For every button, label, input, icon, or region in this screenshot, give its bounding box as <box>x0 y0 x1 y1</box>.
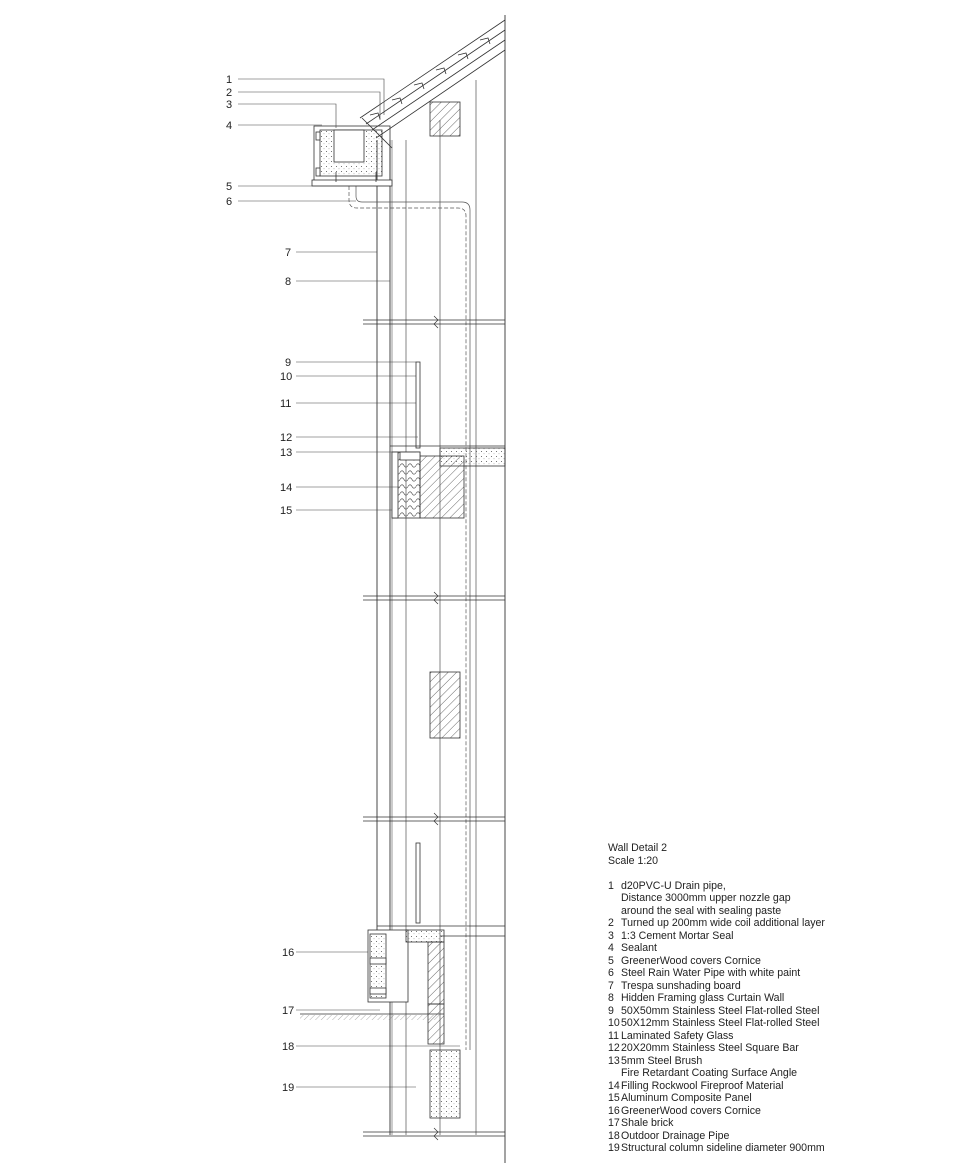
structural-column <box>430 1050 460 1118</box>
legend-item-number: 4 <box>608 942 614 954</box>
legend-item-text: Aluminum Composite Panel <box>621 1092 752 1104</box>
legend-item <box>608 992 825 1005</box>
callout-10: 10 <box>280 371 293 383</box>
legend-list <box>608 880 825 1155</box>
callout-9: 9 <box>285 357 292 369</box>
legend-item-number: 14 <box>608 1079 620 1092</box>
legend-item <box>608 930 825 943</box>
legend-item-number: 11 <box>608 1029 619 1042</box>
legend-item <box>608 1055 825 1068</box>
legend-item-text: d20PVC-U Drain pipe, <box>621 879 726 892</box>
legend-item-number: 17 <box>608 1117 620 1129</box>
legend-item-text: Laminated Safety Glass <box>621 1029 734 1042</box>
legend-item <box>608 967 825 980</box>
legend-item-text: Steel Rain Water Pipe with white paint <box>621 967 801 979</box>
legend-item-number: 2 <box>608 917 614 929</box>
callout-19: 19 <box>282 1082 295 1094</box>
legend-item-number: 18 <box>608 1129 620 1142</box>
legend-item-text: Turned up 200mm wide coil additional layer <box>621 917 825 929</box>
legend-item <box>608 1080 825 1093</box>
cornice-top <box>312 126 392 186</box>
legend-item <box>608 1030 825 1043</box>
legend-item-text: 50X12mm Stainless Steel Flat-rolled Steel <box>621 1017 820 1029</box>
legend-item <box>608 942 825 955</box>
legend-item-text: around the seal with sealing paste <box>621 904 782 917</box>
legend-item-text: Trespa sunshading board <box>621 979 741 992</box>
legend-item-number: 5 <box>608 954 614 967</box>
legend-item-text: 5mm Steel Brush <box>621 1054 703 1067</box>
legend-item-text: Structural column sideline diameter 900mm <box>621 1142 825 1154</box>
legend-item-text: Sealant <box>621 942 657 954</box>
legend-item-number: 13 <box>608 1054 620 1067</box>
legend-item-text: 1:3 Cement Mortar Seal <box>621 929 734 942</box>
callout-7: 7 <box>285 247 292 259</box>
legend-item <box>608 1017 825 1030</box>
mid-floor-slab <box>390 446 505 518</box>
legend-item <box>608 1092 825 1105</box>
drawing-legend <box>608 842 825 1155</box>
legend-item-number: 7 <box>608 979 614 992</box>
legend-item <box>608 1005 825 1018</box>
callout-15: 15 <box>280 505 293 517</box>
legend-item-number: 9 <box>608 1004 614 1017</box>
legend-item-text: Hidden Framing glass Curtain Wall <box>621 992 785 1004</box>
legend-item <box>608 1130 825 1143</box>
callout-4: 4 <box>226 120 233 132</box>
drawing-scale: Scale 1:20 <box>608 854 659 867</box>
legend-item-number: 1 <box>608 879 614 892</box>
legend-item-number: 8 <box>608 992 614 1004</box>
callout-numbers <box>226 74 294 1094</box>
callout-6: 6 <box>226 196 233 208</box>
legend-item-text: Outdoor Drainage Pipe <box>621 1129 730 1142</box>
rain-water-pipe <box>349 186 470 1050</box>
legend-item-number: 15 <box>608 1092 620 1104</box>
legend-item <box>608 1067 825 1080</box>
legend-item-number: 19 <box>608 1142 620 1154</box>
callout-18: 18 <box>282 1041 295 1053</box>
legend-item-number: 6 <box>608 967 614 979</box>
drawing-title: Wall Detail 2 <box>608 842 668 854</box>
legend-item <box>608 1142 825 1155</box>
legend-item <box>608 917 825 930</box>
legend-item-number: 16 <box>608 1104 620 1117</box>
callout-16: 16 <box>282 947 295 959</box>
legend-item <box>608 1117 825 1130</box>
legend-item <box>608 880 825 893</box>
legend-item <box>608 955 825 968</box>
legend-item-text: Filling Rockwool Fireproof Material <box>621 1079 784 1092</box>
callout-13: 13 <box>280 447 293 459</box>
legend-item-text: Distance 3000mm upper nozzle gap <box>621 892 791 904</box>
callout-8: 8 <box>285 276 292 288</box>
legend-item-number: 12 <box>608 1042 620 1054</box>
legend-item <box>608 892 825 905</box>
legend-item-number: 10 <box>608 1017 620 1029</box>
legend-item <box>608 1105 825 1118</box>
column-block-mid <box>430 672 460 738</box>
legend-item-text: GreenerWood covers Cornice <box>621 1104 761 1117</box>
legend-item-text: Fire Retardant Coating Surface Angle <box>621 1067 798 1079</box>
roof-beam-block <box>430 102 460 136</box>
legend-item-text: Shale brick <box>621 1117 674 1129</box>
legend-item-text: 20X20mm Stainless Steel Square Bar <box>621 1042 799 1054</box>
callout-14: 14 <box>280 482 293 494</box>
legend-item-text: 50X50mm Stainless Steel Flat-rolled Steel <box>621 1004 820 1017</box>
callout-1: 1 <box>226 74 233 86</box>
callout-11: 11 <box>280 398 292 410</box>
callout-12: 12 <box>280 432 293 444</box>
legend-item <box>608 980 825 993</box>
cornice-bottom <box>368 926 505 1004</box>
callout-3: 3 <box>226 99 233 111</box>
legend-item-number: 3 <box>608 929 614 942</box>
callout-5: 5 <box>226 181 233 193</box>
legend-item <box>608 1042 825 1055</box>
legend-item <box>608 905 825 918</box>
callout-17: 17 <box>282 1005 295 1017</box>
legend-item-text: GreenerWood covers Cornice <box>621 954 761 967</box>
callout-2: 2 <box>226 87 233 99</box>
